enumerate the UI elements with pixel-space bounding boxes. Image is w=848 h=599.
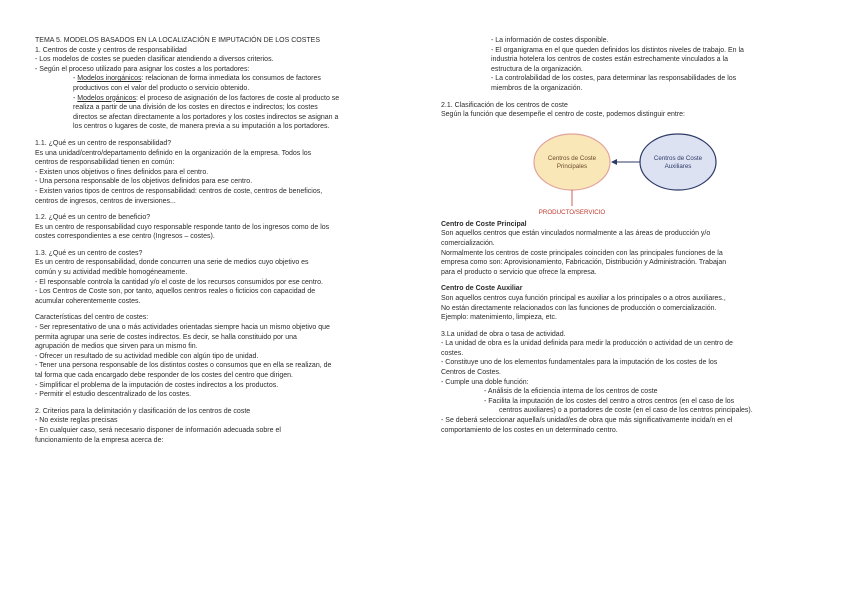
modelos-organicos-text: : el proceso de asignación de los factores de coste al producto se (136, 94, 340, 102)
text-line: para el producto o servicio que ofrece la empresa. (441, 268, 597, 276)
text-line: - Se deberá seleccionar aquella/s unidad/es de obra que más significativamente incida/n en el (441, 417, 733, 425)
section-1-heading: 1. Centros de coste y centros de responsabilidad (35, 46, 187, 54)
text-line: Es un centro de responsabilidad cuyo responsable responde tanto de los ingresos como de los (35, 223, 330, 231)
text-line: centros auxiliares) o a portadores de coste (en el caso de los centros principales). (499, 407, 753, 415)
text-line: centros de responsabilidad tienen en común: (35, 159, 175, 167)
text-line: Centros de Costes. (441, 369, 501, 377)
auxiliary-label-line1: Centros de Coste (653, 154, 703, 162)
modelos-inorganicos-text: : relacionan de forma inmediata los consumos de factores (141, 75, 321, 83)
text-line: tal forma que cada encargado debe responder de los costes del centro que dirigen. (35, 372, 294, 379)
section-1-3-heading: 1.3. ¿Qué es un centro de costes? (35, 249, 143, 257)
text-line: comportamiento de los costes en un determinado centro. (441, 426, 618, 434)
text-line: Son aquellos centros cuya función principal es auxiliar a los principales o a otros auxiliares., (441, 294, 726, 302)
text-line: Es un centro de responsabilidad, donde concurren una serie de medios cuyo objetivo es (35, 259, 309, 267)
text-line: - Análisis de la eficiencia interna de los centros de coste (484, 388, 658, 396)
left-column (35, 36, 407, 445)
modelos-inorganicos-term: Modelos inorgánicos (77, 75, 142, 83)
text-line: - Cumple una doble función: (441, 378, 529, 386)
auxiliary-label-line2: Auxiliares (664, 162, 692, 170)
section-1-1-heading: 1.1. ¿Qué es un centro de responsabilidad? (35, 139, 172, 147)
text-line: Normalmente los centros de coste principales coinciden con las principales funciones de la (441, 249, 723, 257)
text-line: miembros de la organización. (491, 84, 583, 92)
caracteristicas-heading: Características del centro de costes: (35, 314, 149, 322)
text-line: productivos con el valor del producto o servicio obtenido. (73, 84, 250, 92)
centro-coste-principal-heading: Centro de Coste Principal (441, 220, 527, 228)
text-line: - Existen varios tipos de centros de responsabilidad: centros de coste, centros de beneficios, (35, 187, 323, 195)
text-line: - Los Centros de Coste son, por tanto, aquellos centros reales o ficticios con capacidad de (35, 288, 316, 296)
text-line: - La información de costes disponible. (491, 37, 609, 44)
principal-centers-ellipse (534, 134, 610, 190)
text-line: común y su actividad medible homogéneamente. (35, 269, 188, 277)
section-1-2-heading: 1.2. ¿Qué es un centro de beneficio? (35, 214, 151, 222)
text-line: - No existe reglas precisas (35, 417, 118, 425)
text-line: - Los modelos de costes se pueden clasificar atendiendo a diversos criterios. (35, 56, 274, 64)
text-line: permita agrupar una serie de costes indirectos. Es decir, se halla constituido por una (35, 333, 297, 341)
text-line: - El organigrama en el que queden definidos los distintos niveles de trabajo. En la (491, 46, 744, 54)
text-line: directos se afectan directamente a los portadores y los costes indirectos se asignan a (73, 113, 339, 121)
text-line: - Tener una persona responsable de los distintos costes o consumos que en ella se realizan, de (35, 362, 332, 370)
text-line: funcionamiento de la empresa acerca de: (35, 436, 164, 444)
text-line: No están directamente relacionados con las funciones de producción o comercialización. (441, 304, 717, 312)
cost-centers-diagram (441, 120, 813, 220)
modelos-organicos-term: Modelos orgánicos (77, 94, 137, 102)
text-line: - Ofrecer un resultado de su actividad medible con algún tipo de unidad. (35, 352, 259, 360)
auxiliary-centers-ellipse (640, 134, 716, 190)
product-service-label: PRODUCTO/SERVICIO (538, 208, 606, 216)
centro-coste-auxiliar-heading: Centro de Coste Auxiliar (441, 285, 523, 293)
principal-label-line1: Centros de Coste (547, 154, 597, 162)
text-line: centros de ingresos, centros de inversiones... (35, 197, 176, 205)
text-line: agrupación de medios que sirven para un mismo fin. (35, 343, 198, 351)
text-line: Ejemplo: matenimiento, limpieza, etc. (441, 314, 557, 322)
text-line: - Una persona responsable de los objetivos definidos para ese centro. (35, 178, 253, 186)
modelos-organicos-line: - Modelos orgánicos: el proceso de asignación de los factores de coste al producto se (73, 94, 340, 102)
text-line: Según la función que desempeñe el centro de coste, podemos distinguir entre: (441, 111, 685, 119)
text-line: - Simplificar el problema de la imputación de costes indirectos a los productos. (35, 381, 279, 389)
text-line: industria hotelera los centros de costes están estrechamente vinculados a la (491, 56, 728, 64)
text-line: los centros o lugares de coste, de manera previa a su imputación a los portadores. (73, 123, 330, 131)
text-line: - En cualquier caso, será necesario disponer de información adecuada sobre el (35, 426, 281, 434)
text-line: - La controlabilidad de los costes, para determinar las responsabilidades de los (491, 75, 737, 83)
text-line: - Permitir el estudio descentralizado de los costes. (35, 391, 192, 399)
modelos-inorganicos-line: - Modelos inorgánicos: relacionan de forma inmediata los consumos de factores (73, 75, 321, 83)
text-line: Es una unidad/centro/departamento definido en la organización de la empresa. Todos los (35, 149, 312, 157)
section-2-1-heading: 2.1. Clasificación de los centros de coste (441, 101, 568, 109)
text-line: - Facilita la imputación de los costes del centro a otros centros (en el caso de los (484, 397, 735, 405)
text-line: empresa como son: Aprovisionamiento, Fabricación, Distribución y Administración. Trabajan (441, 259, 727, 267)
text-line: comercialización. (441, 239, 495, 247)
text-line: estructura de la organización. (491, 65, 583, 73)
document-title: TEMA 5. MODELOS BASADOS EN LA LOCALIZACIÓN E IMPUTACIÓN DE LOS COSTES (35, 37, 320, 44)
text-line: realiza a partir de una división de los costes en directos e indirectos; los costes (73, 104, 318, 112)
section-2-heading: 2. Criterios para la delimitación y clasificación de los centros de coste (35, 407, 251, 415)
text-line: acumular coherentemente costes. (35, 297, 141, 305)
section-3-heading: 3.La unidad de obra o tasa de actividad. (441, 330, 566, 338)
text-line: - Existen unos objetivos o fines definidos para el centro. (35, 168, 209, 176)
text-line: costes correspondientes a ese centro (Ingresos – costes). (35, 233, 215, 241)
text-line: - Según el proceso utilizado para asignar los costes a los portadores: (35, 65, 250, 73)
text-line: - Ser representativo de una o más actividades orientadas siempre hacia un mismo objetivo que (35, 324, 330, 332)
text-line: Son aquellos centros que están vinculados normalmente a las áreas de producción y/o (441, 230, 711, 238)
text-line: - La unidad de obra es la unidad definida para medir la producción o actividad de un centro de (441, 340, 733, 348)
text-line: - Constituye uno de los elementos fundamentales para la imputación de los costes de los (441, 359, 718, 367)
principal-label-line2: Principales (556, 162, 588, 170)
right-column (441, 36, 813, 435)
text-line: - El responsable controla la cantidad y/o el coste de los recursos consumidos por ese centro. (35, 278, 323, 286)
text-line: costes. (441, 349, 464, 357)
